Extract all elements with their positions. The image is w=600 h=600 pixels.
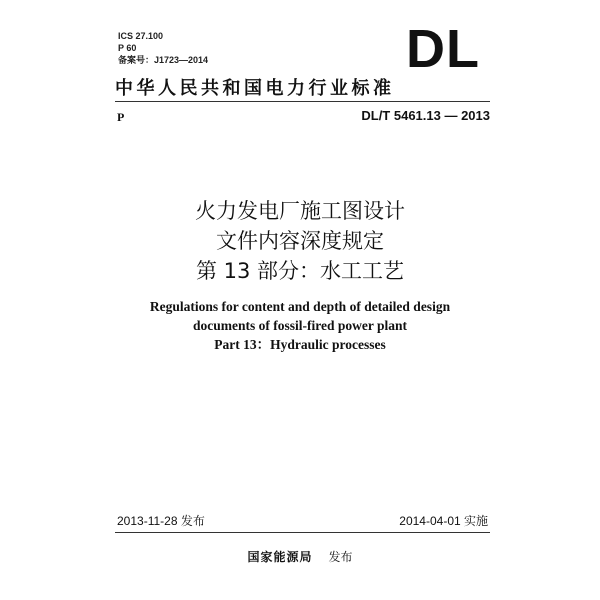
metadata-block [118, 30, 208, 66]
dl-logo: DL [406, 19, 480, 79]
ics-code: ICS 27.100 [118, 31, 164, 41]
english-title-line: Part 13：Hydraulic processes [214, 337, 386, 352]
record-number: 备案号：J1723—2014 [118, 55, 209, 65]
top-divider [115, 101, 490, 102]
issue-action: 发布 [328, 550, 353, 564]
english-title-line: documents of fossil-fired power plant [192, 318, 407, 333]
implementation-date: 2014-04-01 实施 [399, 514, 488, 528]
bottom-divider [115, 532, 490, 533]
classification-code: P [117, 110, 125, 124]
chinese-title-line: 火力发电厂施工图设计 [195, 199, 405, 223]
issuer-line [0, 548, 600, 565]
standard-number: DL/T 5461.13 — 2013 [361, 108, 490, 123]
issuing-authority: 国家能源局 [247, 550, 313, 564]
ccs-code: P 60 [118, 43, 137, 53]
chinese-title-line: 第 13 部分：水工工艺 [195, 259, 405, 283]
english-title-line: Regulations for content and depth of detailed design [149, 299, 451, 314]
industry-standard-heading: 中华人民共和国电力行业标准 [115, 78, 395, 99]
chinese-title-line: 文件内容深度规定 [216, 229, 384, 253]
issue-date: 2013-11-28 发布 [117, 514, 205, 528]
chinese-title [100, 196, 500, 286]
english-title [90, 297, 510, 354]
